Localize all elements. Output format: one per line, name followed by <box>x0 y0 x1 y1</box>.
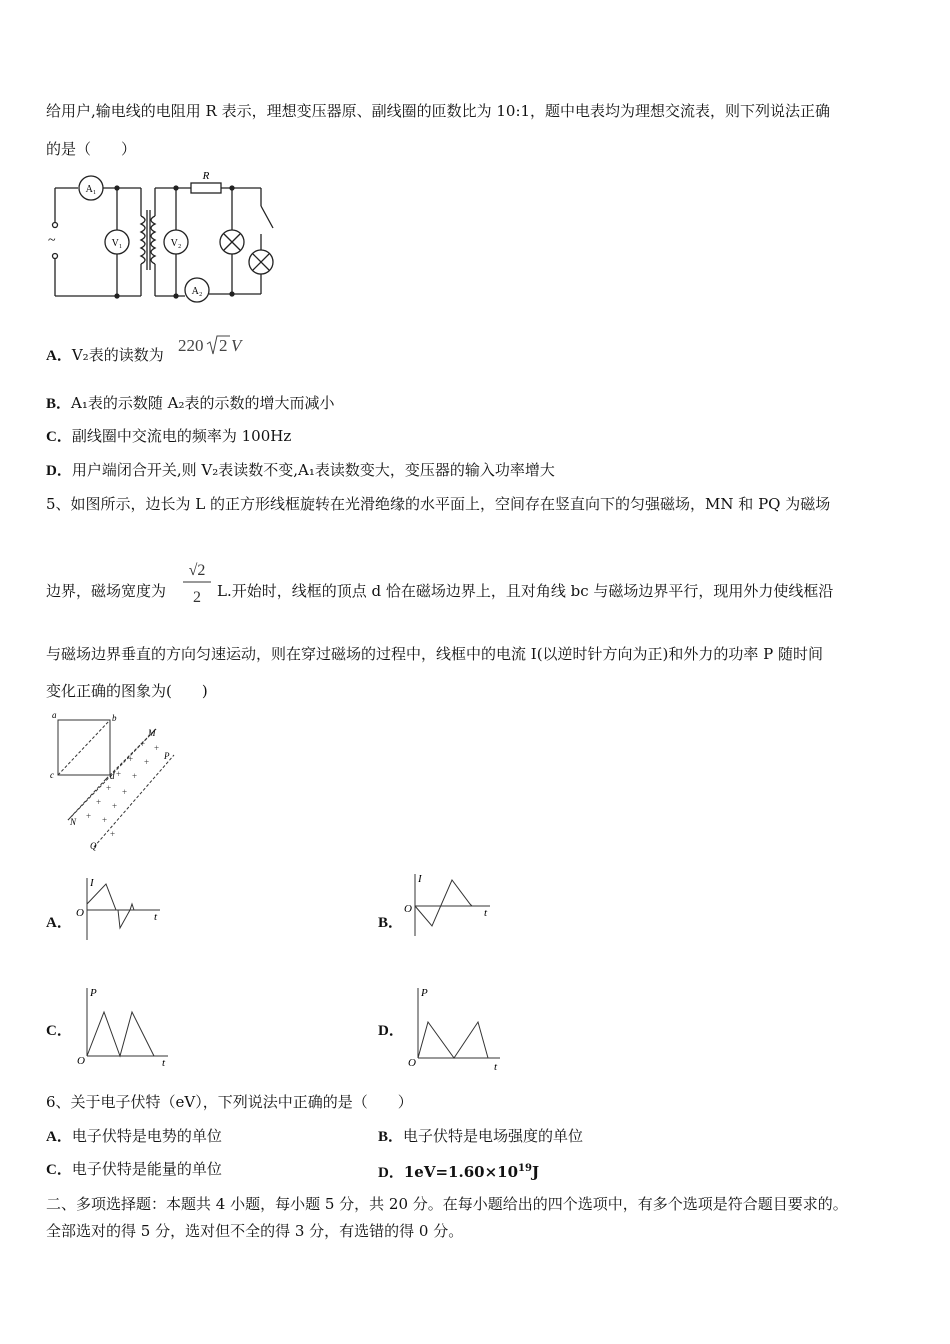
axis-t-label: t <box>494 1061 498 1072</box>
origin-label: O <box>76 907 84 919</box>
q4-stem-line2: 的是（ ） <box>46 140 137 158</box>
q6-option-a[interactable]: A．电子伏特是电势的单位 <box>46 1127 222 1145</box>
axis-t-label: t <box>162 1057 166 1068</box>
value-unit: V <box>231 336 242 355</box>
q4-option-a[interactable]: A．V₂表的读数为 <box>46 346 164 364</box>
field-plus: + <box>112 801 118 811</box>
value-number: 220 <box>178 336 204 355</box>
axis-p-label: P <box>421 987 428 999</box>
q4-circuit-diagram <box>46 168 286 303</box>
q4-option-b[interactable]: B．A₁表的示数随 A₂表的示数的增大而减小 <box>46 394 335 412</box>
ammeter1-label: A₁ <box>85 184 97 195</box>
resistor-label: R <box>202 170 210 182</box>
axis-i-label: I <box>418 873 422 885</box>
vertex-c: c <box>50 770 54 780</box>
q5-line2-post: L.开始时，线框的顶点 d 恰在磁场边界上，且对角线 bc 与磁场边界平行，现用外力使线框沿 <box>217 582 834 600</box>
boundary-n: N <box>70 817 77 827</box>
fraction-denominator: 2 <box>193 589 201 606</box>
field-plus: + <box>102 815 108 825</box>
voltmeter2-label: V₂ <box>170 238 182 249</box>
ac-source-symbol: ~ <box>48 233 56 248</box>
value-radicand: 2 <box>219 336 228 355</box>
axis-t-label: t <box>484 907 488 919</box>
q6-option-c[interactable]: C．电子伏特是能量的单位 <box>46 1160 222 1178</box>
q5-graph-d[interactable] <box>404 984 508 1072</box>
q5-line1: 5、如图所示，边长为 L 的正方形线框旋转在光滑绝缘的水平面上，空间存在竖直向下的匀强磁场，MN 和 PQ 为磁场 <box>46 495 831 513</box>
q6-option-d[interactable]: D．$1eV=1.60\times 10^{19}J$ <box>378 1163 540 1181</box>
q4-option-c[interactable]: C．副线圈中交流电的频率为 100Hz <box>46 427 292 445</box>
q5-option-a-label[interactable]: A． <box>46 915 72 931</box>
section2-line1: 二、多项选择题：本题共 4 小题，每小题 5 分，共 20 分。在每小题给出的四个选项中，有多个选项是符合题目要求的。 <box>46 1195 848 1213</box>
field-plus: + <box>96 797 102 807</box>
origin-label: O <box>77 1055 85 1067</box>
q5-option-b-label[interactable]: B． <box>378 915 404 931</box>
q5-line2-pre: 边界，磁场宽度为 <box>46 582 167 600</box>
field-plus: + <box>86 811 92 821</box>
field-plus: + <box>144 757 150 767</box>
q6-stem: 6、关于电子伏特（eV），下列说法中正确的是（ ） <box>46 1093 413 1111</box>
field-plus: + <box>132 771 138 781</box>
q5-line4: 变化正确的图象为( ) <box>46 682 208 700</box>
q5-field-diagram <box>46 707 186 855</box>
q5-option-c-label[interactable]: C． <box>46 1023 72 1039</box>
field-plus: + <box>128 754 134 764</box>
vertex-d: d <box>110 771 115 781</box>
boundary-m: M <box>148 728 156 738</box>
q5-line3: 与磁场边界垂直的方向匀速运动，则在穿过磁场的过程中，线框中的电流 I(以逆时针方向为正)和外力的功率 P 随时间 <box>46 645 824 663</box>
boundary-q: Q <box>90 841 97 851</box>
origin-label: O <box>408 1057 416 1069</box>
q5-graph-c[interactable] <box>74 984 174 1068</box>
axis-p-label: P <box>90 987 97 999</box>
q4-option-d[interactable]: D．用户端闭合开关,则 V₂表读数不变,A₁表读数变大，变压器的输入功率增大 <box>46 461 555 479</box>
q5-graph-b[interactable] <box>400 868 500 940</box>
vertex-b: b <box>112 713 117 723</box>
voltmeter1-label: V₁ <box>111 238 123 249</box>
q5-width-fraction <box>180 555 214 609</box>
origin-label: O <box>404 903 412 915</box>
field-plus: + <box>154 743 160 753</box>
field-plus: + <box>110 829 116 839</box>
field-plus: + <box>106 783 112 793</box>
field-plus: + <box>140 739 146 749</box>
ammeter2-label: A₂ <box>191 286 203 297</box>
field-plus: + <box>122 787 128 797</box>
vertex-a: a <box>52 710 57 720</box>
fraction-numerator: √2 <box>188 562 206 579</box>
q6-option-b[interactable]: B．电子伏特是电场强度的单位 <box>378 1127 584 1145</box>
axis-t-label: t <box>154 911 158 923</box>
q4-option-a-value <box>178 332 248 358</box>
q5-option-d-label[interactable]: D． <box>378 1023 404 1039</box>
axis-i-label: I <box>90 877 94 889</box>
boundary-p: P <box>164 751 170 761</box>
field-plus: + <box>116 769 122 779</box>
q4-stem-line1: 给用户,输电线的电阻用 R 表示，理想变压器原、副线圈的匝数比为 10:1，题中电表均为理想交流表，则下列说法正确 <box>46 102 831 120</box>
q5-graph-a[interactable] <box>72 872 172 944</box>
section2-line2: 全部选对的得 5 分，选对但不全的得 3 分，有选错的得 0 分。 <box>46 1222 464 1240</box>
